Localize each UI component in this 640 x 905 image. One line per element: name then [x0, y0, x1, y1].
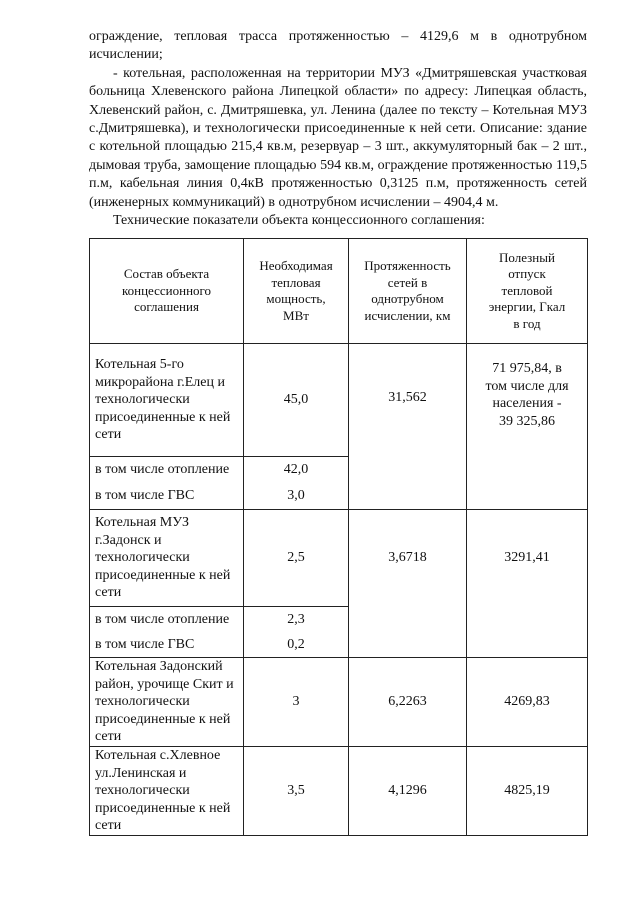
energy-line: населения - [492, 396, 562, 411]
object-name-lines [95, 747, 239, 835]
name-line: сети [95, 818, 122, 834]
table-row [90, 747, 588, 836]
name-line: технологически [95, 694, 190, 710]
name-line: технологически [95, 550, 190, 566]
power-value: 2,5 [244, 510, 349, 607]
gvs-value: 0,2 [244, 632, 349, 658]
name-line: сети [95, 585, 122, 601]
intro-line: ограждение, тепловая трасса протяженностью – 4129,6 м в однотрубном исчислении; [89, 29, 587, 63]
table-row [90, 658, 588, 747]
object-name-lines [95, 658, 239, 746]
table-header-row [90, 239, 588, 344]
header-line: МВт [283, 307, 309, 323]
header-line: Протяженность [364, 258, 451, 273]
energy-lines [467, 360, 587, 430]
table-row [90, 510, 588, 607]
heating-label: в том числе отопление [90, 457, 244, 484]
object-name [90, 344, 244, 457]
energy-value: 4269,83 [467, 658, 588, 747]
header-line: в год [513, 315, 541, 331]
header-line: сетей в [387, 274, 428, 290]
gvs-value: 3,0 [244, 483, 349, 510]
header-line: отпуск [508, 266, 546, 282]
energy-value [467, 344, 588, 510]
name-line: сети [95, 729, 122, 745]
header-composition [90, 239, 244, 344]
name-line: г.Задонск и [95, 532, 162, 548]
header-line: тепловая [271, 274, 321, 290]
name-line: ул.Ленинская и [95, 765, 187, 781]
energy-value: 3291,41 [467, 510, 588, 658]
object-name [90, 510, 244, 607]
name-line: Котельная 5-го [95, 357, 184, 373]
header-energy [467, 239, 588, 344]
name-line: район, урочище Скит и [95, 676, 234, 692]
object-name-lines [95, 514, 239, 602]
name-line: Котельная Задонский [95, 659, 223, 675]
heating-value: 2,3 [244, 607, 349, 633]
header-power [244, 239, 349, 344]
name-line: присоединенные к ней [95, 711, 231, 727]
name-line: присоединенные к ней [95, 567, 231, 583]
object-name-lines [95, 356, 239, 444]
name-line: сети [95, 427, 122, 443]
name-line: Котельная с.Хлевное [95, 748, 221, 764]
gvs-label: в том числе ГВС [90, 632, 244, 658]
header-line: тепловой [501, 282, 553, 298]
power-value: 3 [244, 658, 349, 747]
length-value: 4,1296 [349, 747, 467, 836]
energy-line: 39 325,86 [499, 413, 555, 429]
boiler-dmitryashevka-paragraph: - котельная, расположенная на территории МУЗ «Дмитряшевская участковая больница Хлевенского района Липецкой области» по адресу: Липецкая область, Хлевенский район, с. Дмитряшевка, ул. Ленина (далее по тексту – Котельная МУЗ с.Дмитряшевка), и технологически присоединенные к ней сети. Описание: здание с котельной площадью 215,4 кв.м, резервуар – 3 шт., аккумуляторный бак – 2 шт., дымовая труба, замощение площадью 594 кв.м, ограждение протяженностью 119,5 п.м, кабельная линия 0,4кВ протяженностью 0,3125 п.м, протяженность сетей (инженерных коммуникаций) в однотрубном исчислении – 4904,4 м. [89, 65, 587, 210]
name-line: микрорайона г.Елец и [95, 374, 225, 390]
power-value: 3,5 [244, 747, 349, 836]
header-line: Состав объекта [123, 266, 210, 282]
name-line: технологически [95, 392, 190, 408]
header-line: Необходимая [259, 258, 333, 273]
energy-line: 71 975,84, в [492, 361, 562, 376]
name-line: Котельная МУЗ [95, 515, 189, 531]
power-value: 45,0 [244, 344, 349, 457]
header-line: мощность, [266, 291, 326, 306]
name-line: присоединенные к ней [95, 409, 231, 425]
header-line: Полезный [499, 249, 555, 265]
header-line: концессионного [121, 282, 212, 298]
header-line: соглашения [134, 299, 199, 315]
length-value: 6,2263 [349, 658, 467, 747]
object-name [90, 658, 244, 747]
header-line: энергии, Гкал [488, 299, 566, 315]
table-caption: Технические показатели объекта концессионного соглашения: [113, 213, 485, 229]
length-value: 3,6718 [349, 510, 467, 658]
energy-value: 4825,19 [467, 747, 588, 836]
header-length [349, 239, 467, 344]
table-row [90, 344, 588, 457]
length-value: 31,562 [349, 344, 467, 510]
name-line: присоединенные к ней [95, 800, 231, 816]
name-line: технологически [95, 783, 190, 799]
heating-value: 42,0 [244, 457, 349, 484]
document-page [89, 28, 587, 230]
heating-label: в том числе отопление [90, 607, 244, 633]
technical-indicators-table [89, 238, 588, 836]
header-line: однотрубном [371, 291, 444, 306]
gvs-label: в том числе ГВС [90, 483, 244, 510]
energy-line: том числе для [485, 378, 569, 394]
header-line: исчислении, км [364, 307, 451, 323]
object-name [90, 747, 244, 836]
